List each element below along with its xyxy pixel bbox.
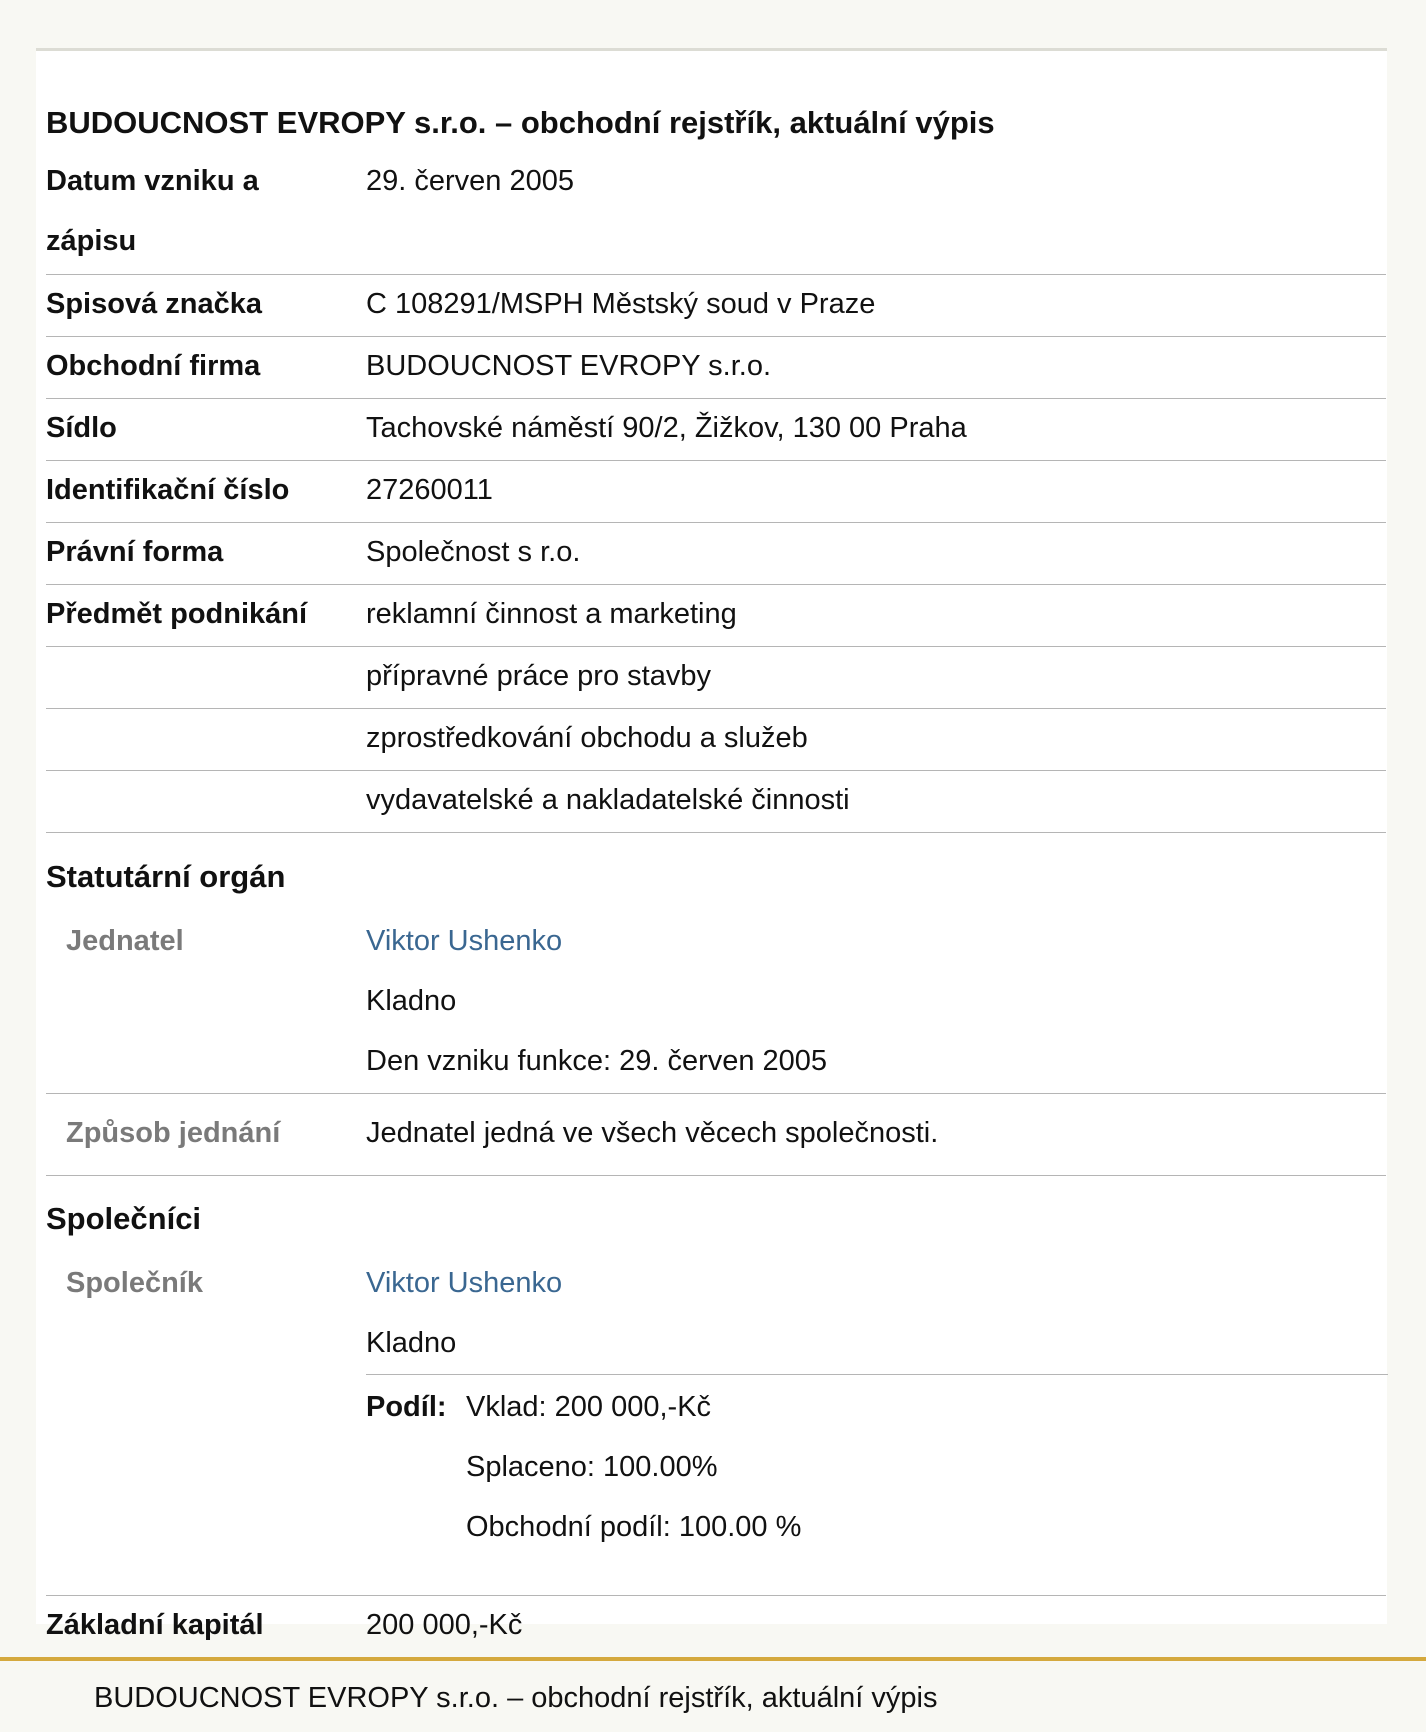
statutarni-organ-heading: Statutární orgán (46, 859, 286, 894)
datum-label-line2: zápisu (46, 225, 137, 257)
ico-value: 27260011 (366, 474, 493, 506)
predmet-label: Předmět podnikání (46, 598, 308, 630)
jednatel-label: Jednatel (66, 925, 184, 957)
obchodni-podil-value: Obchodní podíl: 100.00 % (466, 1511, 802, 1543)
splaceno-value: Splaceno: 100.00% (466, 1451, 718, 1483)
sidlo-label: Sídlo (46, 412, 117, 444)
zpusob-value: Jednatel jedná ve všech věcech společnosti. (366, 1117, 939, 1149)
page-title: BUDOUCNOST EVROPY s.r.o. – obchodní rejstřík, aktuální výpis (46, 105, 995, 140)
forma-value: Společnost s r.o. (366, 536, 581, 568)
sidlo-value: Tachovské náměstí 90/2, Žižkov, 130 00 Praha (366, 412, 967, 444)
share-divider (366, 1374, 1388, 1375)
predmet-value: reklamní činnost a marketing (366, 598, 737, 630)
spolecnik-name-link[interactable]: Viktor Ushenko (366, 1267, 563, 1299)
row-predmet-podnikani (46, 770, 1386, 833)
row-predmet-podnikani (46, 708, 1386, 771)
footer-divider (0, 1657, 1426, 1661)
row-zakladni-kapital (46, 1595, 1386, 1658)
row-predmet-podnikani (46, 584, 1386, 647)
row-sidlo (46, 398, 1386, 461)
datum-value: 29. červen 2005 (366, 165, 574, 197)
kapital-label: Základní kapitál (46, 1609, 264, 1641)
jednatel-since: Den vzniku funkce: 29. červen 2005 (366, 1045, 828, 1077)
spolecnici-heading: Společníci (46, 1201, 202, 1236)
footer-title: BUDOUCNOST EVROPY s.r.o. – obchodní rejstřík, aktuální výpis (94, 1682, 938, 1714)
firma-value: BUDOUCNOST EVROPY s.r.o. (366, 350, 772, 382)
jednatel-city: Kladno (366, 985, 457, 1017)
row-spisova-znacka (46, 274, 1386, 337)
spisova-value: C 108291/MSPH Městský soud v Praze (366, 288, 876, 320)
register-extract-card (36, 48, 1387, 1641)
row-predmet-podnikani (46, 646, 1386, 709)
row-identifikacni-cislo (46, 460, 1386, 523)
ico-label: Identifikační číslo (46, 474, 290, 506)
forma-label: Právní forma (46, 536, 224, 568)
kapital-value: 200 000,-Kč (366, 1609, 523, 1641)
spolecnik-city: Kladno (366, 1327, 457, 1359)
datum-label-line1: Datum vzniku a (46, 165, 259, 197)
vklad-value: Vklad: 200 000,-Kč (466, 1391, 712, 1423)
row-obchodni-firma (46, 336, 1386, 399)
predmet-value: zprostředkování obchodu a služeb (366, 722, 808, 754)
row-zpusob-jednani (46, 1093, 1386, 1176)
zpusob-label: Způsob jednání (66, 1117, 281, 1149)
predmet-value: vydavatelské a nakladatelské činnosti (366, 784, 850, 816)
spolecnik-label: Společník (66, 1267, 203, 1299)
row-datum-vzniku (46, 151, 1386, 275)
spisova-label: Spisová značka (46, 288, 262, 320)
firma-label: Obchodní firma (46, 350, 261, 382)
row-jednatel (46, 911, 1386, 1094)
jednatel-name-link[interactable]: Viktor Ushenko (366, 925, 563, 957)
podil-label: Podíl: (366, 1391, 447, 1423)
predmet-value: přípravné práce pro stavby (366, 660, 711, 692)
row-pravni-forma (46, 522, 1386, 585)
